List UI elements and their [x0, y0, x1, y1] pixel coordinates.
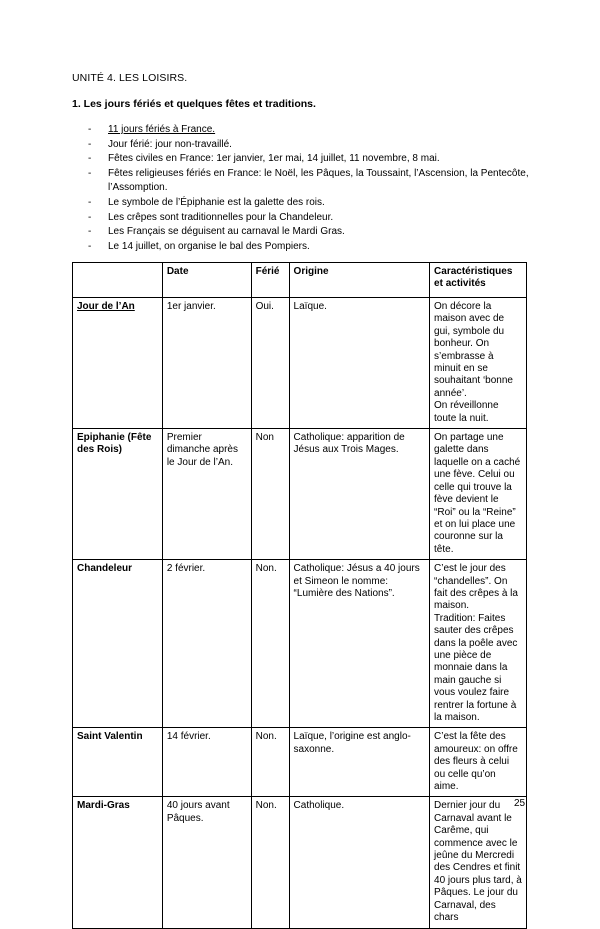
caract-text: On décore la maison avec de gui, symbole du bonheur. On s’embrasse à minuit en se souhaitant ‘bonne année’. [434, 301, 513, 399]
origine-cell: Catholique: apparition de Jésus aux Trois Mages. [289, 429, 429, 560]
table-row [73, 429, 527, 560]
date-cell: 40 jours avant Pâques. [162, 797, 251, 928]
list-item: - Les Français se déguisent au carnaval le Mardi Gras. [88, 225, 538, 240]
list-item: - Fêtes religieuses fériés en France: le Noël, les Pâques, la Toussaint, l’Ascension, la Pentecôte, l’Assomption. [88, 167, 538, 196]
ferie-cell: Non. [251, 797, 289, 928]
list-item-text: 11 jours fériés à France. [108, 124, 216, 135]
origine-cell: Laïque, l’origine est anglo-saxonne. [289, 728, 429, 797]
date-cell: 14 février. [162, 728, 251, 797]
list-item [88, 123, 538, 138]
list-item: - Jour férié: jour non-travaillé. [88, 138, 538, 153]
table-header-cell: Date [162, 263, 251, 298]
holiday-name-cell: Saint Valentin [73, 728, 163, 797]
unit-title: UNITÉ 4. LES LOISIRS. [72, 72, 188, 84]
caract-cell [430, 298, 527, 429]
ferie-cell: Non. [251, 728, 289, 797]
table-header-cell [73, 263, 163, 298]
caract-cell: Dernier jour du Carnaval avant le Carême, qui commence avec le jeûne du Mercredi des Cendres et finit 40 jours plus tard, à Pâques. Le jour du Carnaval, des chars [430, 797, 527, 928]
date-cell: 1er janvier. [162, 298, 251, 429]
holiday-name-cell: Mardi-Gras [73, 797, 163, 928]
holiday-name-cell [73, 298, 163, 429]
table-row [73, 560, 527, 728]
caract-cell [430, 560, 527, 728]
ferie-cell: Non. [251, 560, 289, 728]
table-header-row [73, 263, 527, 298]
holiday-name-cell: Chandeleur [73, 560, 163, 728]
table-header-cell: Origine [289, 263, 429, 298]
list-item: - Les crêpes sont traditionnelles pour la Chandeleur. [88, 211, 538, 226]
caract-text: Tradition: Faites sauter des crêpes dans la poêle avec une pièce de monnaie dans la main gauche si vous voulez faire rentrer la fortune à la maison. [434, 612, 518, 723]
page-number: 25 [514, 798, 526, 809]
list-item: - Le 14 juillet, on organise le bal des Pompiers. [88, 240, 538, 255]
ferie-cell: Non [251, 429, 289, 560]
table-row [73, 797, 527, 928]
origine-cell: Laïque. [289, 298, 429, 429]
table-row [73, 298, 527, 429]
holidays-table [72, 262, 527, 929]
table-row [73, 728, 527, 797]
date-cell: 2 février. [162, 560, 251, 728]
caract-text: On réveillonne toute la nuit. [434, 400, 499, 424]
list-item: - Le symbole de l’Épiphanie est la galette des rois. [88, 196, 538, 211]
list-item: - Fêtes civiles en France: 1er janvier, 1er mai, 14 juillet, 11 novembre, 8 mai. [88, 152, 538, 167]
caract-cell: On partage une galette dans laquelle on a caché une fève. Celui ou celle qui trouve la fève devient le “Roi” ou la “Reine” et on lui place une couronne sur la tête. [430, 429, 527, 560]
table-header-cell: Caractéristiques et activités [430, 263, 527, 298]
origine-cell: Catholique: Jésus a 40 jours et Simeon le nomme: “Lumière des Nations”. [289, 560, 429, 728]
holiday-name-cell: Epiphanie (Fête des Rois) [73, 429, 163, 560]
caract-text: C’est le jour des “chandelles”. On fait des crêpes à la maison. [434, 563, 518, 612]
section-title: 1. Les jours fériés et quelques fêtes et traditions. [72, 98, 316, 110]
caract-cell: C’est la fête des amoureux: on offre des fleurs à celui ou celle qu’on aime. [430, 728, 527, 797]
date-cell: Premier dimanche après le Jour de l’An. [162, 429, 251, 560]
holiday-name: Jour de l’An [77, 301, 135, 312]
origine-cell: Catholique. [289, 797, 429, 928]
table-header-cell: Férié [251, 263, 289, 298]
bullet-list [88, 123, 538, 254]
ferie-cell: Oui. [251, 298, 289, 429]
